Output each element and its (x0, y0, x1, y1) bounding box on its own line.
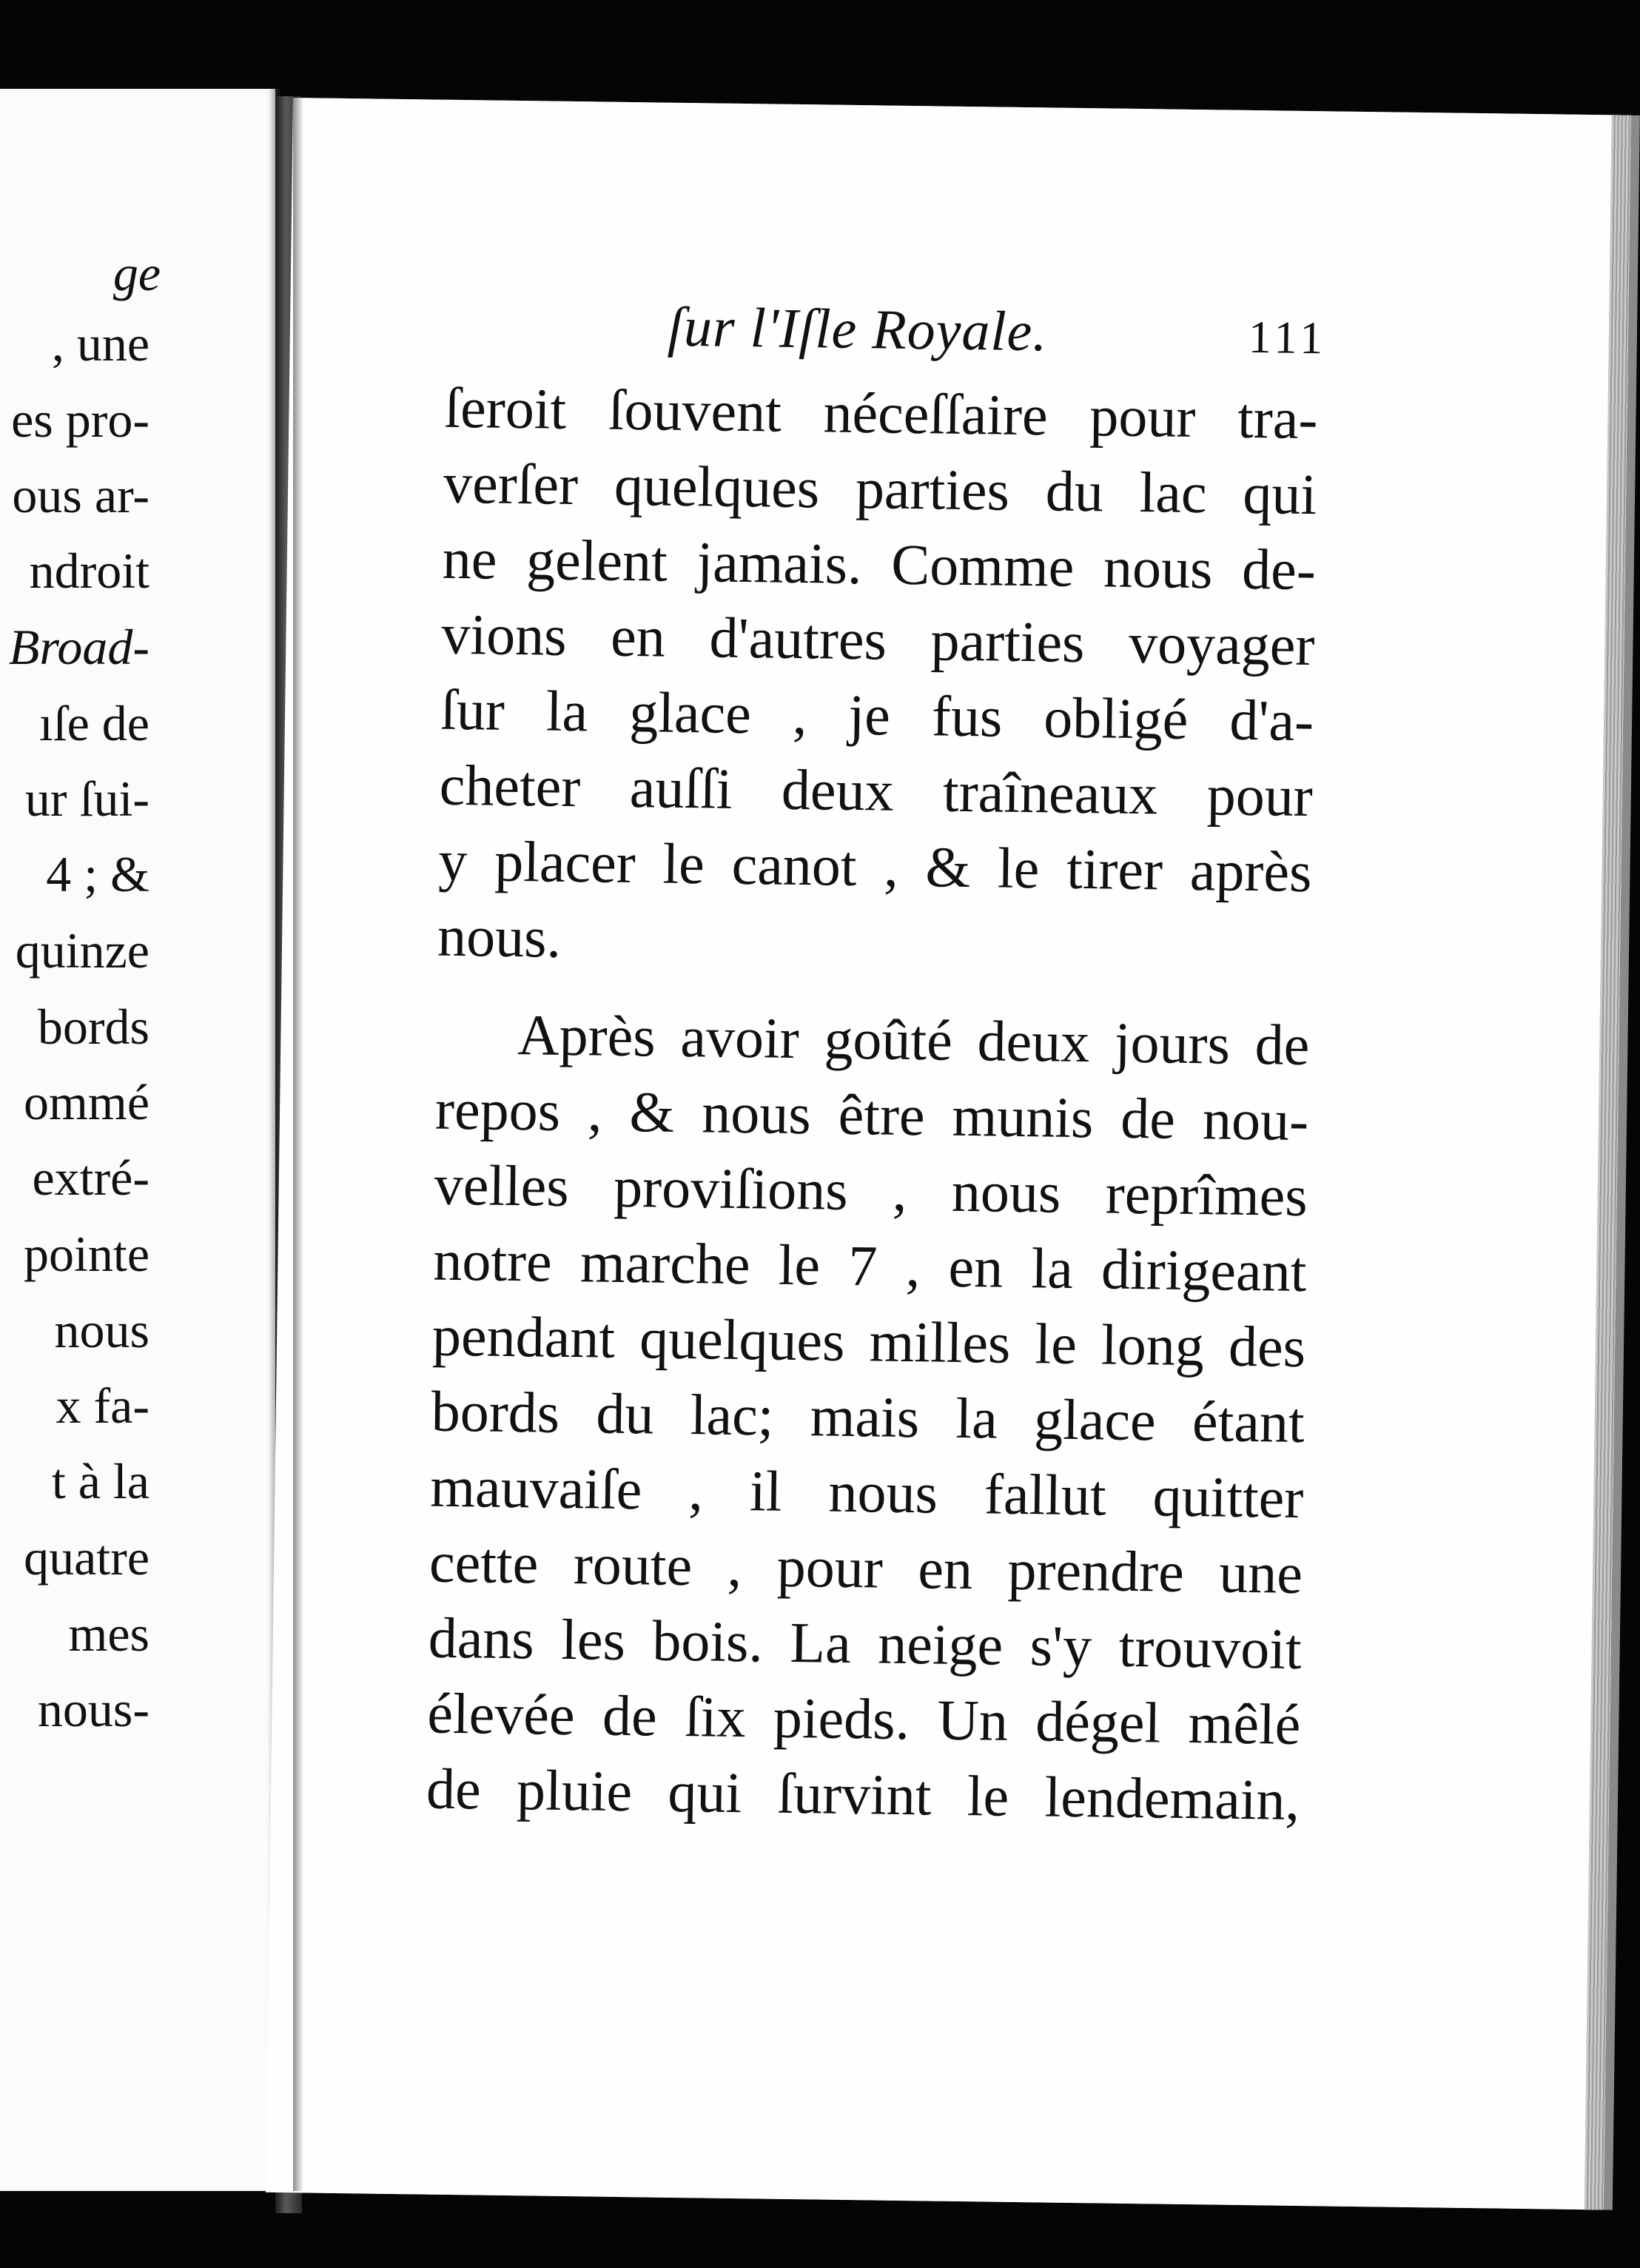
left-page-line: pointe (24, 1226, 149, 1282)
left-page-line: mes (68, 1606, 149, 1662)
text-line: mauvaiſe , il nous fallut quitter (429, 1454, 1304, 1531)
left-page-line: nous- (37, 1681, 149, 1737)
left-page-line: ous ar- (12, 467, 149, 523)
page-edges (1584, 115, 1631, 2210)
left-page-line: ndroit (29, 543, 149, 599)
left-page-line: nous (54, 1302, 149, 1358)
text-line: nous. (437, 903, 562, 970)
body-text (426, 370, 1318, 1838)
text-line: cette route , pour en prendre une (429, 1529, 1303, 1606)
left-page-line: bords (37, 999, 149, 1055)
left-page-line: ıſe de (38, 695, 149, 751)
left-page-line: t à la (51, 1453, 149, 1509)
page-number: 111 (1248, 312, 1328, 364)
text-line: ſur la glace , je fus obligé d'a- (440, 677, 1314, 754)
text-line: ne gelent jamais. Comme nous de- (442, 526, 1317, 603)
text-line: bords du lac; mais la glace étant (431, 1378, 1305, 1455)
text-line: vions en d'autres parties voyager (440, 601, 1316, 678)
text-line: dans les bois. La neige s'y trouvoit (428, 1605, 1303, 1682)
left-page-line: quinze (15, 922, 149, 979)
text-line: y placer le canot , & le tirer après (437, 828, 1313, 905)
text-line: verſer quelques parties du lac qui (443, 450, 1317, 527)
running-head: ſur l'Iſle Royale. (667, 295, 1048, 363)
left-page-line: es pro- (11, 392, 149, 448)
text-line: pendant quelques milles le long des (431, 1303, 1306, 1380)
left-page-line: ge (112, 245, 161, 301)
text-line: élevée de ſix pieds. Un dégel mêlé (426, 1680, 1301, 1757)
text-line: cheter auſſi deux traîneaux pour (439, 752, 1314, 829)
text-line: Après avoir goûté deux jours de (517, 1002, 1310, 1078)
left-page-line: x fa- (56, 1378, 149, 1434)
left-page-line: 4 ; & (46, 846, 149, 902)
left-page-line: extré- (32, 1150, 149, 1206)
text-line: de pluie qui ſurvint le lendemain, (426, 1756, 1300, 1832)
left-page-line: Broad- (8, 619, 149, 675)
left-page (0, 89, 280, 2191)
text-line: notre marche le 7 , en la dirigeant (432, 1227, 1307, 1304)
left-page-line: quatre (24, 1529, 149, 1586)
right-page (266, 98, 1631, 2210)
left-page-line: ur ſui- (24, 771, 149, 827)
text-line: velles proviſions , nous reprîmes (434, 1152, 1308, 1229)
text-line: repos , & nous être munis de nou- (434, 1076, 1309, 1153)
left-page-line: ommé (24, 1074, 149, 1130)
page-shadow (293, 96, 303, 2191)
left-page-line: , une (51, 315, 149, 372)
text-line: ſeroit ſouvent néceſſaire pour tra- (443, 375, 1319, 452)
